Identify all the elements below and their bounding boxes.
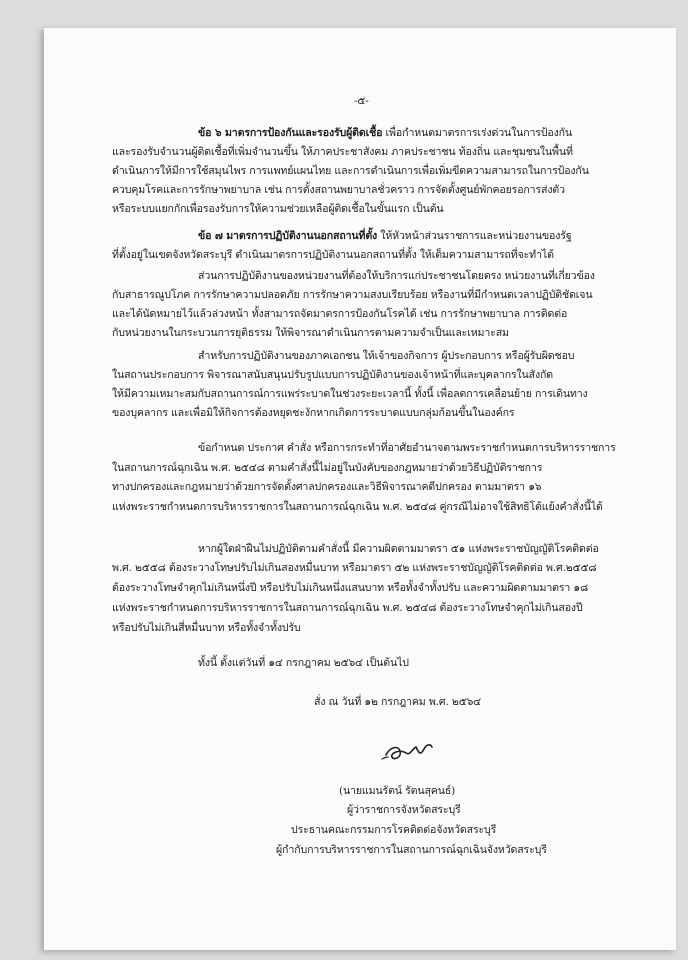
section7-para-b-line: ในสถานประกอบการ พิจารณาสนับสนุนปรับรูปแบบการปฏิบัติงานของเจ้าหน้าที่และบุคลากรในสังกัด	[112, 369, 553, 381]
signer-title: ผู้กำกับการบริหารราชการในสถานการณ์ฉุกเฉินจังหวัดสระบุรี	[276, 844, 547, 856]
penalty-para-line: หากผู้ใดฝ่าฝืนไม่ปฏิบัติตามคำสั่งนี้ มีความผิดตามมาตรา ๕๑ แห่งพระราชบัญญัติโรคติดต่อ	[198, 543, 599, 555]
signer-name: (นายแมนรัตน์ รัตนสุคนธ์)	[339, 785, 456, 797]
effective-date: ทั้งนี้ ตั้งแต่วันที่ ๑๔ กรกฎาคม ๒๕๖๔ เป็นต้นไป	[198, 657, 409, 669]
section6-first-line	[198, 126, 572, 140]
section7-line: ที่ตั้งอยู่ในเขตจังหวัดสระบุรี ดำเนินมาตรการปฏิบัติงานนอกสถานที่ตั้ง ให้เต็มความสามารถที่จะทำได้	[112, 249, 554, 261]
penalty-para-line: แห่งพระราชกำหนดการบริหารราชการในสถานการณ์ฉุกเฉิน พ.ศ. ๒๕๔๘ ต้องระวางโทษจำคุกไม่เกินสองปี	[112, 602, 583, 614]
section6-line: ดำเนินการให้มีการใช้สมุนไพร การแพทย์แผนไทย และการดำเนินการเพื่อเพิ่มขีดความสามารถในการป้องกัน	[112, 165, 589, 177]
section6-line: และรองรับจำนวนผู้ติดเชื้อที่เพิ่มจำนวนขึ้น ให้ภาคประชาสังคม ภาคประชาชน ท้องถิ่น และชุมชนในพื้นที่	[112, 146, 573, 158]
signer-title: ผู้ว่าราชการจังหวัดสระบุรี	[347, 804, 461, 816]
order-para-line: แห่งพระราชกำหนดการบริหารราชการในสถานการณ์ฉุกเฉิน พ.ศ. ๒๕๔๘ คู่กรณีไม่อาจใช้สิทธิโต้แย้งคำสั่งนี้ได้	[112, 501, 603, 513]
section7-first-line	[198, 229, 572, 243]
ordered-date: สั่ง ณ วันที่ ๑๒ กรกฎาคม พ.ศ. ๒๕๖๔	[314, 696, 482, 708]
section7-line1: ให้หัวหน้าส่วนราชการและหน่วยงานของรัฐ	[380, 230, 572, 242]
penalty-para-line: พ.ศ. ๒๕๕๘ ต้องระวางโทษปรับไม่เกินสองหมื่นบาท หรือมาตรา ๕๒ แห่งพระราชบัญญัติโรคติดต่อ พ.ศ.๒๕๕๘	[112, 562, 597, 574]
section7-para-b-line: สำหรับการปฏิบัติงานของภาคเอกชน ให้เจ้าของกิจการ ผู้ประกอบการ หรือผู้รับผิดชอบ	[198, 350, 575, 362]
section6-heading: ข้อ ๖ มาตรการป้องกันและรองรับผู้ติดเชื้อ	[198, 127, 383, 139]
section7-para-b-line: ของบุคลากร และเพื่อมิให้กิจการต้องหยุดชะงักหากเกิดการระบาดแบบกลุ่มก้อนขึ้นในองค์กร	[112, 407, 515, 419]
section6-line: ควบคุมโรคและการรักษาพยาบาล เช่น การตั้งสถานพยาบาลชั่วคราว การจัดตั้งศูนย์พักคอยรอการส่งตัว	[112, 184, 565, 196]
section7-para-b-line: ให้มีความเหมาะสมกับสถานการณ์การแพร่ระบาดในช่วงระยะเวลานี้ ทั้งนี้ เพื่อลดการเคลื่อนย้าย การเดินทาง	[112, 388, 588, 400]
penalty-para-line: ต้องระวางโทษจำคุกไม่เกินหนึ่งปี หรือปรับไม่เกินหนึ่งแสนบาท หรือทั้งจำทั้งปรับ และความผิดตามมาตรา ๑๘	[112, 582, 589, 594]
section7-para-a-line: กับสาธารณูปโภค การรักษาความปลอดภัย การรักษาความสงบเรียบร้อย หรืองานที่มีกำหนดเวลาปฏิบัติชัดเจน	[112, 289, 593, 301]
section7-para-a-line: กับหน่วยงานในกระบวนการยุติธรรม ให้พิจารณาดำเนินการตามความจำเป็นและเหมาะสม	[112, 327, 509, 339]
signer-title: ประธานคณะกรรมการโรคติดต่อจังหวัดสระบุรี	[291, 824, 497, 836]
signature-icon	[380, 737, 450, 765]
document-page	[44, 28, 676, 950]
order-para-line: ทางปกครองและกฎหมายว่าด้วยการจัดตั้งศาลปกครองและวิธีพิจารณาคดีปกครอง ตามมาตรา ๑๖	[112, 481, 542, 493]
penalty-para-line: หรือปรับไม่เกินสี่หมื่นบาท หรือทั้งจำทั้งปรับ	[112, 622, 301, 634]
page-number: -๕-	[354, 95, 369, 107]
section7-para-a-line: และได้นัดหมายไว้แล้วล่วงหน้า ทั้งสามารถจัดมาตรการป้องกันโรคได้ เช่น การรักษาพยาบาล การติดต่อ	[112, 308, 568, 320]
section7-para-a-line: ส่วนการปฏิบัติงานของหน่วยงานที่ต้องให้บริการแก่ประชาชนโดยตรง หน่วยงานที่เกี่ยวข้อง	[198, 270, 595, 282]
order-para-line: ข้อกำหนด ประกาศ คำสั่ง หรือการกระทำที่อาศัยอำนาจตามพระราชกำหนดการบริหารราชการ	[198, 442, 616, 454]
section6-line1: เพื่อกำหนดมาตรการเร่งด่วนในการป้องกัน	[385, 127, 572, 139]
section7-heading: ข้อ ๗ มาตรการปฏิบัติงานนอกสถานที่ตั้ง	[198, 230, 378, 242]
section6-line: หรือระบบแยกกักเพื่อรองรับการให้ความช่วยเหลือผู้ติดเชื้อในขั้นแรก เป็นต้น	[112, 203, 444, 215]
order-para-line: ในสถานการณ์ฉุกเฉิน พ.ศ. ๒๕๔๘ ตามคำสั่งนี้ไม่อยู่ในบังคับของกฎหมายว่าด้วยวิธีปฏิบัติราชการ	[112, 462, 543, 474]
